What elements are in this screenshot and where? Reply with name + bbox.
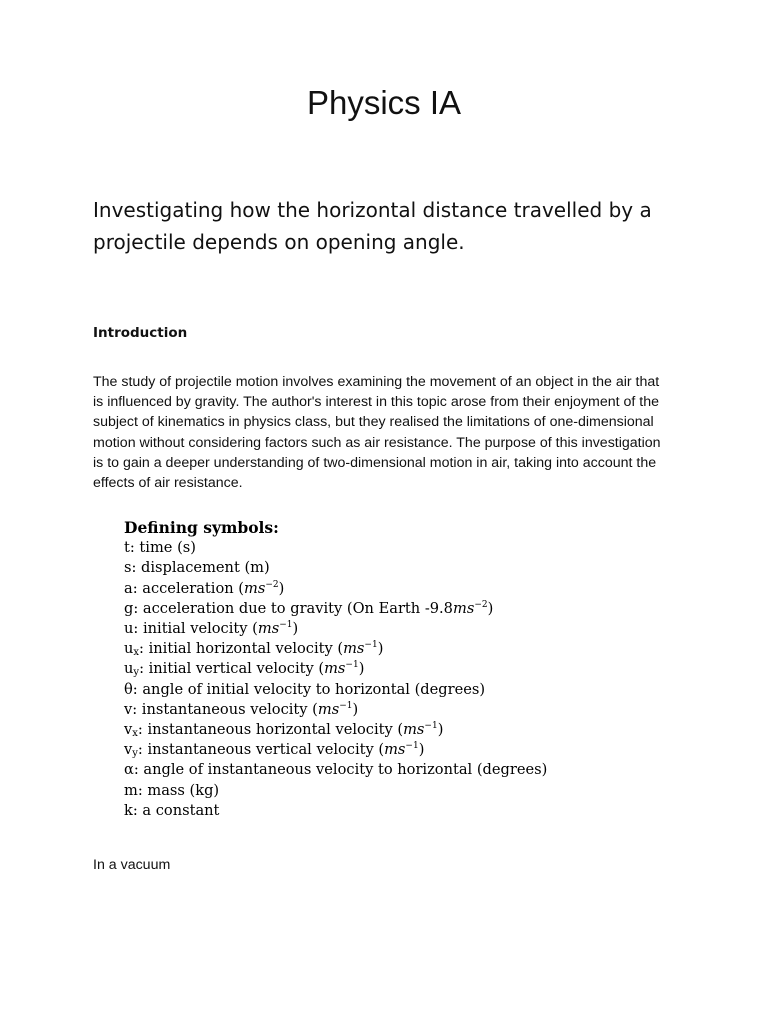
symbol-subscript: x (133, 647, 140, 659)
unit: ms (257, 620, 280, 638)
symbol-text-end: ) (278, 579, 285, 597)
symbol-text: v: instantaneous velocity ( (124, 700, 318, 718)
symbol-subscript: x (132, 728, 138, 740)
symbol-displacement: s: displacement (m) (124, 559, 270, 577)
unit-exponent: −1 (364, 640, 378, 651)
symbol-text: a: acceleration ( (124, 579, 244, 597)
symbol-gravity (124, 599, 644, 619)
symbol-text: g: acceleration due to gravity (On Earth -9.8 (124, 599, 453, 617)
unit: ms (324, 660, 346, 678)
symbol-constant: k: a constant (124, 801, 220, 819)
symbols-heading: Defining symbols: (124, 518, 279, 537)
symbol-letter: u (124, 640, 134, 658)
unit: ms (403, 721, 425, 739)
symbol-initial-velocity (124, 619, 644, 639)
symbol-instantaneous-velocity (124, 700, 644, 720)
symbol-letter: u (124, 660, 134, 678)
symbol-definitions (124, 518, 644, 821)
symbol-instantaneous-horizontal-velocity (124, 720, 644, 740)
unit-exponent: −1 (405, 741, 419, 752)
symbol-subscript: y (132, 748, 138, 760)
symbol-text-end: ) (352, 700, 359, 718)
symbol-subscript: y (133, 667, 140, 679)
unit-exponent: −1 (345, 660, 359, 671)
section-heading-vacuum: In a vacuum (93, 857, 171, 873)
symbol-text-end: ) (377, 640, 384, 658)
symbol-text: : initial horizontal velocity ( (139, 640, 344, 658)
introduction-heading: Introduction (93, 325, 188, 341)
unit: ms (384, 741, 406, 759)
unit-exponent: −1 (279, 620, 293, 631)
symbol-initial-vertical-velocity (124, 659, 644, 679)
unit: ms (343, 640, 365, 658)
symbol-letter: v (124, 741, 133, 759)
symbol-acceleration (124, 579, 644, 599)
symbol-text-end: ) (358, 660, 365, 678)
symbol-initial-angle: θ: angle of initial velocity to horizontal (degrees) (124, 680, 486, 698)
unit-exponent: −2 (474, 599, 488, 610)
symbol-time: t: time (s) (124, 539, 196, 557)
symbol-text-end: ) (437, 721, 444, 739)
unit-exponent: −1 (424, 721, 438, 732)
symbol-instantaneous-vertical-velocity (124, 740, 644, 760)
symbol-text-end: ) (487, 599, 494, 617)
document-title: Physics IA (306, 84, 462, 121)
unit: ms (243, 579, 266, 597)
symbol-mass: m: mass (kg) (124, 781, 220, 799)
unit: ms (452, 599, 475, 617)
unit-exponent: −1 (339, 700, 353, 711)
document-subtitle: Investigating how the horizontal distance travelled by a projectile depends on opening angle. (93, 198, 652, 254)
symbol-initial-horizontal-velocity (124, 639, 644, 659)
symbol-text: : initial vertical velocity ( (139, 660, 325, 678)
symbol-instantaneous-angle: α: angle of instantaneous velocity to horizontal (degrees) (124, 761, 548, 779)
introduction-body: The study of projectile motion involves examining the movement of an object in the air that is influenced by gravity. The author's interest in this topic arose from their enjoyment of the subject of kinematics in physics class, but they realised the limitations of one-dimensional motion without considering factors such as air resistance. The purpose of this investigation is to gain a deeper understanding of two-dimensional motion in air, taking into account the effects of air resistance. (93, 374, 661, 492)
symbol-text: u: initial velocity ( (124, 620, 258, 638)
unit-exponent: −2 (265, 579, 279, 590)
symbol-letter: v (124, 721, 133, 739)
symbol-text: : instantaneous horizontal velocity ( (137, 721, 404, 739)
symbol-text: : instantaneous vertical velocity ( (137, 741, 385, 759)
symbol-text-end: ) (418, 741, 425, 759)
symbol-text-end: ) (292, 620, 299, 638)
unit: ms (317, 700, 340, 718)
